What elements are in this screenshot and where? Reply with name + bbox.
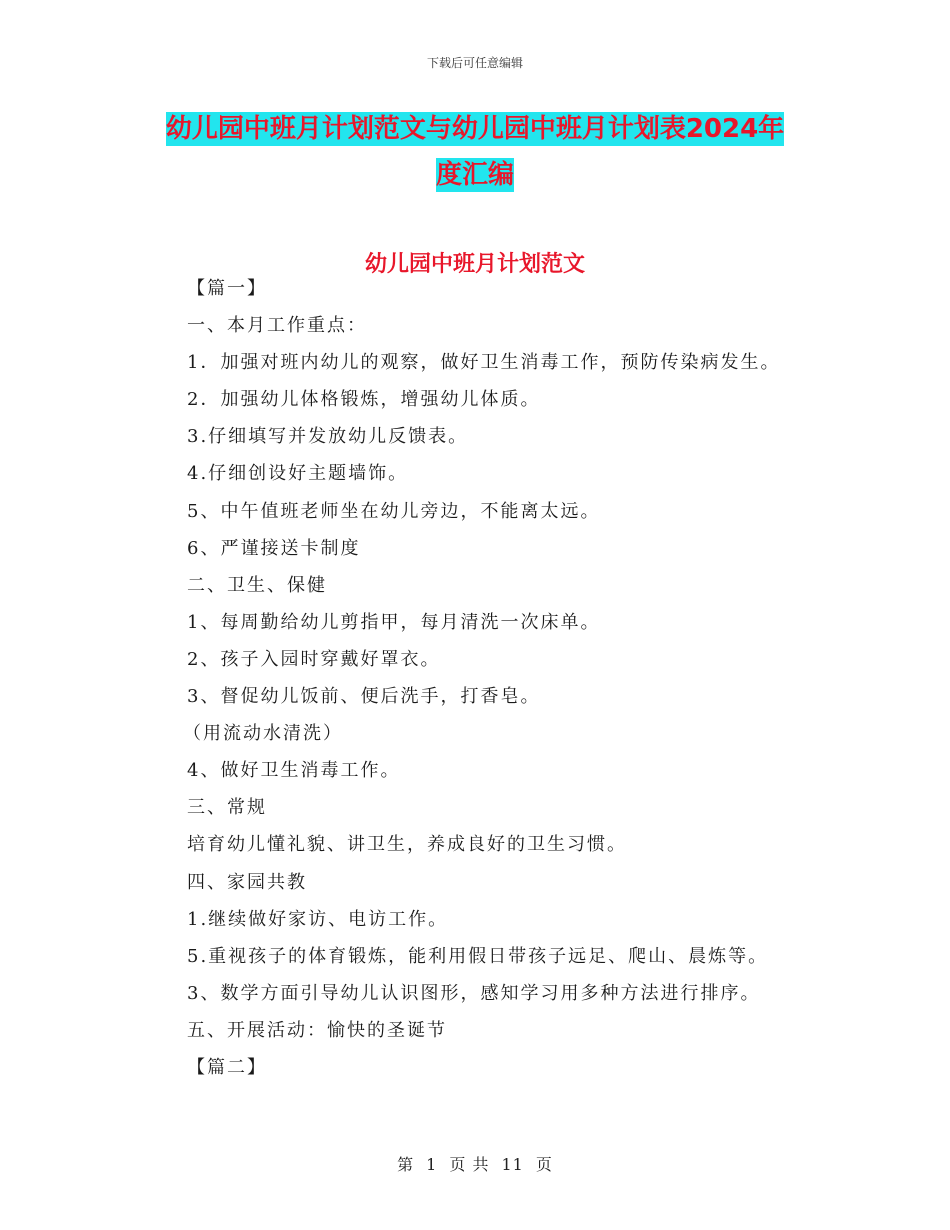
text-line: 5、中午值班老师坐在幼儿旁边，不能离太远。 <box>187 500 601 522</box>
header-note: 下载后可任意编辑 <box>426 56 523 70</box>
text-line: 三、常规 <box>187 797 267 819</box>
text-line: 5.重视孩子的体育锻炼，能利用假日带孩子远足、爬山、晨炼等。 <box>187 945 769 967</box>
text-line: 3、督促幼儿饭前、便后洗手，打香皂。 <box>187 686 541 708</box>
page-footer <box>0 1152 950 1175</box>
text-line: 3、数学方面引导幼儿认识图形，感知学习用多种方法进行排序。 <box>187 982 761 1004</box>
document-title-line-2: 度汇编 <box>435 160 514 190</box>
text-line: 4、做好卫生消毒工作。 <box>187 760 401 782</box>
footer-page-number: 1 <box>426 1155 438 1174</box>
footer-prefix: 第 <box>397 1155 415 1174</box>
text-line: 1、每周勤给幼儿剪指甲，每月清洗一次床单。 <box>187 611 601 633</box>
document-title-line-1: 幼儿园中班月计划范文与幼儿园中班月计划表2024年 <box>165 114 785 144</box>
text-line: 2、孩子入园时穿戴好罩衣。 <box>187 648 441 670</box>
text-line: 二、卫生、保健 <box>187 574 327 596</box>
footer-suffix: 页 <box>535 1155 553 1174</box>
text-line: 3.仔细填写并发放幼儿反馈表。 <box>187 426 469 448</box>
text-line: 培育幼儿懂礼貌、讲卫生，养成良好的卫生习惯。 <box>187 834 627 856</box>
text-line: 【篇二】 <box>187 1056 267 1078</box>
body-text <box>183 270 887 1086</box>
document-title <box>150 106 800 198</box>
footer-total-pages: 11 <box>501 1155 524 1174</box>
footer-middle: 页 共 <box>449 1155 490 1174</box>
text-line: 1.继续做好家访、电访工作。 <box>187 908 449 930</box>
text-line: 四、家园共教 <box>187 871 307 893</box>
text-line: 6、严谨接送卡制度 <box>187 537 361 559</box>
text-line: 【篇一】 <box>187 278 267 299</box>
section-title: 幼儿园中班月计划范文 <box>364 252 585 277</box>
text-line: 一、本月工作重点： <box>187 315 367 337</box>
text-line: 4.仔细创设好主题墙饰。 <box>187 463 409 485</box>
text-line: 1．加强对班内幼儿的观察，做好卫生消毒工作，预防传染病发生。 <box>187 352 781 374</box>
text-line: 2．加强幼儿体格锻炼，增强幼儿体质。 <box>187 389 541 411</box>
text-line: （用流动水清洗） <box>183 723 343 745</box>
text-line: 五、开展活动：愉快的圣诞节 <box>187 1019 447 1041</box>
